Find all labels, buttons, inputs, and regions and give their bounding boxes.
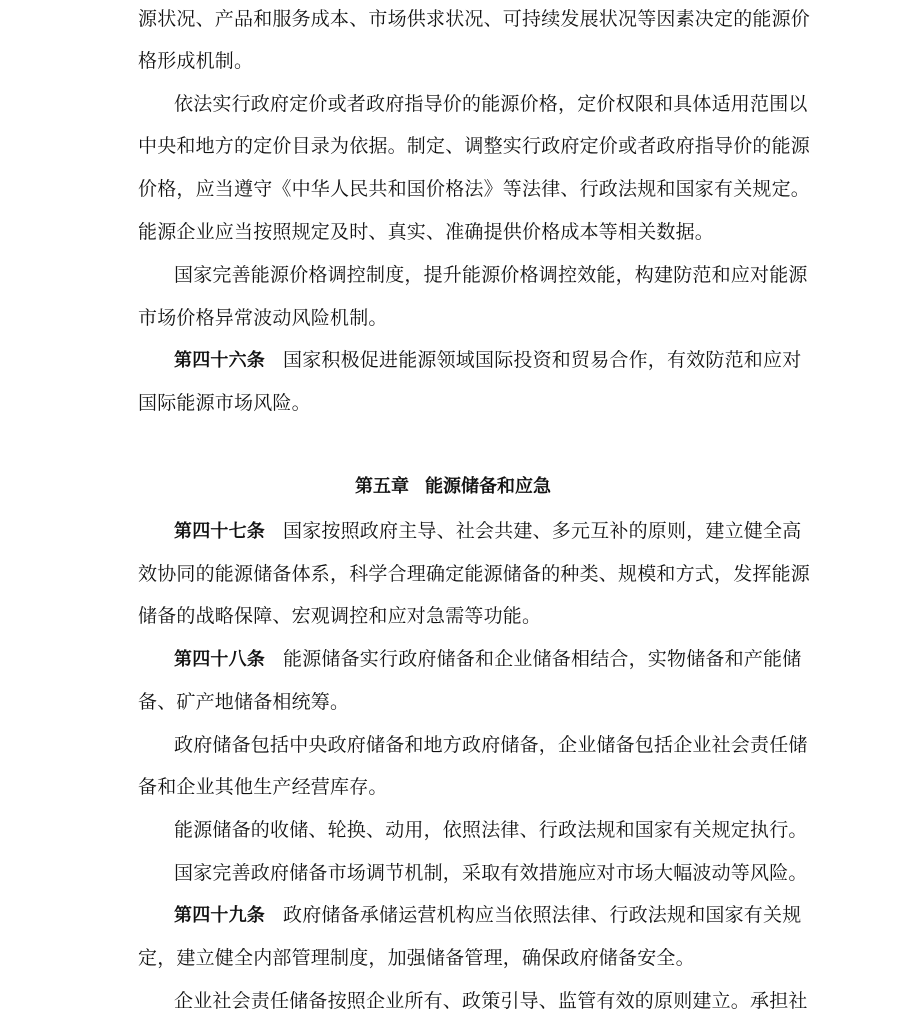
paragraph-line: 国家完善能源价格调控制度，提升能源价格调控效能，构建防范和应对能源 [174, 264, 808, 286]
paragraph-line: 价格，应当遵守《中华人民共和国价格法》等法律、行政法规和国家有关规定。 [138, 178, 811, 200]
paragraph-line: 政府储备包括中央政府储备和地方政府储备，企业储备包括企业社会责任储 [174, 734, 808, 756]
article-number: 第四十七条 [174, 521, 265, 542]
chapter-number: 第五章 [355, 476, 409, 497]
paragraph-line: 依法实行政府定价或者政府指导价的能源价格，定价权限和具体适用范围以 [174, 93, 808, 115]
paragraph-line: 备和企业其他生产经营库存。 [138, 776, 388, 798]
article-text: 政府储备承储运营机构应当依照法律、行政法规和国家有关规 [283, 904, 802, 926]
paragraph-line: 能源储备的收储、轮换、动用，依照法律、行政法规和国家有关规定执行。 [174, 819, 808, 841]
paragraph-line: 储备的战略保障、宏观调控和应对急需等功能。 [138, 605, 542, 627]
paragraph-line: 中央和地方的定价目录为依据。制定、调整实行政府定价或者政府指导价的能源 [138, 135, 811, 157]
article-number: 第四十八条 [174, 649, 265, 670]
chapter-title: 能源储备和应急 [425, 476, 551, 497]
article-text: 能源储备实行政府储备和企业储备相结合，实物储备和产能储 [283, 648, 802, 670]
paragraph-line: 企业社会责任储备按照企业所有、政策引导、监管有效的原则建立。承担社 [174, 990, 808, 1012]
paragraph-line: 国际能源市场风险。 [138, 392, 311, 414]
article-text: 国家按照政府主导、社会共建、多元互补的原则，建立健全高 [283, 520, 802, 542]
paragraph-line: 市场价格异常波动风险机制。 [138, 307, 388, 329]
paragraph-line: 定，建立健全内部管理制度，加强储备管理，确保政府储备安全。 [138, 947, 695, 969]
chapter-heading [0, 474, 906, 500]
paragraph-line: 备、矿产地储备相统筹。 [138, 691, 350, 713]
article-46-line [174, 347, 802, 374]
article-text: 国家积极促进能源领域国际投资和贸易合作，有效防范和应对 [283, 349, 802, 371]
paragraph-line: 能源企业应当按照规定及时、真实、准确提供价格成本等相关数据。 [138, 221, 715, 243]
article-48-line [174, 646, 802, 673]
paragraph-line: 国家完善政府储备市场调节机制，采取有效措施应对市场大幅波动等风险。 [174, 862, 808, 884]
paragraph-line: 源状况、产品和服务成本、市场供求状况、可持续发展状况等因素决定的能源价 [138, 8, 811, 30]
paragraph-line: 效协同的能源储备体系，科学合理确定能源储备的种类、规模和方式，发挥能源 [138, 563, 811, 585]
article-number: 第四十六条 [174, 350, 265, 371]
article-49-line [174, 902, 802, 929]
article-47-line [174, 518, 802, 545]
paragraph-line: 格形成机制。 [138, 50, 254, 72]
article-number: 第四十九条 [174, 905, 265, 926]
